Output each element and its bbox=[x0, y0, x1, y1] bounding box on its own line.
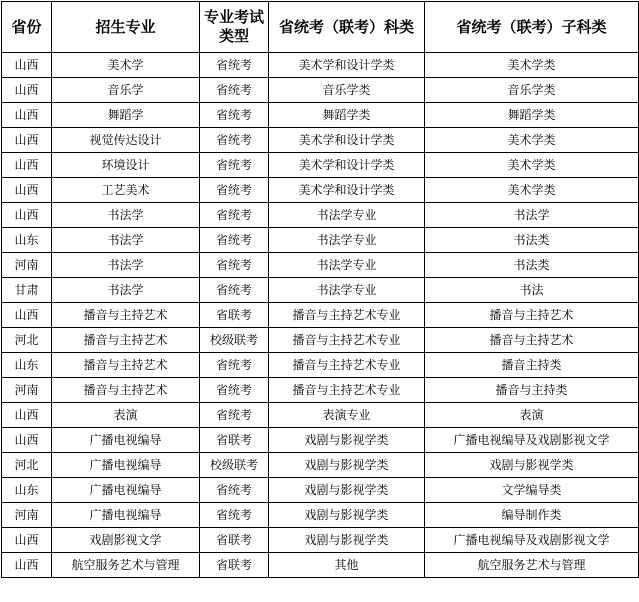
cell-province: 河北 bbox=[2, 453, 52, 478]
cell-major: 播音与主持艺术 bbox=[52, 353, 200, 378]
cell-exam-type: 省联考 bbox=[200, 303, 269, 328]
cell-province: 河南 bbox=[2, 503, 52, 528]
cell-exam-subcategory: 音乐学类 bbox=[425, 78, 639, 103]
cell-major: 美术学 bbox=[52, 53, 200, 78]
cell-exam-category: 其他 bbox=[269, 553, 425, 578]
cell-province: 甘肃 bbox=[2, 278, 52, 303]
cell-major: 舞蹈学 bbox=[52, 103, 200, 128]
table-row bbox=[2, 378, 639, 403]
cell-exam-category: 美术学和设计学类 bbox=[269, 153, 425, 178]
table-row bbox=[2, 103, 639, 128]
cell-exam-type: 省统考 bbox=[200, 228, 269, 253]
cell-major: 书法学 bbox=[52, 253, 200, 278]
cell-exam-subcategory: 美术学类 bbox=[425, 128, 639, 153]
cell-major: 表演 bbox=[52, 403, 200, 428]
cell-province: 山西 bbox=[2, 153, 52, 178]
cell-exam-type: 省统考 bbox=[200, 53, 269, 78]
cell-exam-category: 舞蹈学类 bbox=[269, 103, 425, 128]
cell-exam-category: 戏剧与影视学类 bbox=[269, 503, 425, 528]
cell-province: 山西 bbox=[2, 103, 52, 128]
cell-major: 音乐学 bbox=[52, 78, 200, 103]
table-row bbox=[2, 503, 639, 528]
cell-province: 山东 bbox=[2, 478, 52, 503]
table-row bbox=[2, 353, 639, 378]
cell-exam-subcategory: 编导制作类 bbox=[425, 503, 639, 528]
cell-exam-type: 省联考 bbox=[200, 553, 269, 578]
cell-province: 山西 bbox=[2, 403, 52, 428]
cell-exam-type: 省统考 bbox=[200, 203, 269, 228]
cell-major: 书法学 bbox=[52, 228, 200, 253]
cell-major: 播音与主持艺术 bbox=[52, 303, 200, 328]
cell-province: 山西 bbox=[2, 303, 52, 328]
table-row bbox=[2, 428, 639, 453]
header-exam-category: 省统考（联考）科类 bbox=[269, 2, 425, 53]
header-province: 省份 bbox=[2, 2, 52, 53]
cell-major: 广播电视编导 bbox=[52, 503, 200, 528]
cell-exam-type: 省统考 bbox=[200, 153, 269, 178]
cell-province: 山西 bbox=[2, 178, 52, 203]
cell-major: 工艺美术 bbox=[52, 178, 200, 203]
cell-exam-subcategory: 美术学类 bbox=[425, 153, 639, 178]
cell-exam-subcategory: 美术学类 bbox=[425, 178, 639, 203]
table-row bbox=[2, 78, 639, 103]
cell-major: 书法学 bbox=[52, 203, 200, 228]
cell-exam-type: 省统考 bbox=[200, 253, 269, 278]
table-row bbox=[2, 403, 639, 428]
cell-exam-subcategory: 书法学 bbox=[425, 203, 639, 228]
cell-major: 广播电视编导 bbox=[52, 453, 200, 478]
cell-exam-category: 音乐学类 bbox=[269, 78, 425, 103]
cell-exam-subcategory: 戏剧与影视学类 bbox=[425, 453, 639, 478]
table-row bbox=[2, 53, 639, 78]
cell-exam-subcategory: 广播电视编导及戏剧影视文学 bbox=[425, 428, 639, 453]
cell-province: 山西 bbox=[2, 53, 52, 78]
table-row bbox=[2, 203, 639, 228]
cell-major: 视觉传达设计 bbox=[52, 128, 200, 153]
table-row bbox=[2, 453, 639, 478]
table-row bbox=[2, 228, 639, 253]
table-row bbox=[2, 153, 639, 178]
cell-province: 山西 bbox=[2, 553, 52, 578]
cell-exam-subcategory: 播音与主持艺术 bbox=[425, 303, 639, 328]
cell-exam-subcategory: 表演 bbox=[425, 403, 639, 428]
cell-exam-type: 省统考 bbox=[200, 103, 269, 128]
cell-exam-subcategory: 广播电视编导及戏剧影视文学 bbox=[425, 528, 639, 553]
cell-province: 山西 bbox=[2, 203, 52, 228]
cell-exam-type: 省统考 bbox=[200, 478, 269, 503]
table-row bbox=[2, 253, 639, 278]
cell-province: 山西 bbox=[2, 78, 52, 103]
cell-exam-category: 戏剧与影视学类 bbox=[269, 428, 425, 453]
cell-exam-type: 省统考 bbox=[200, 128, 269, 153]
cell-exam-subcategory: 播音与主持类 bbox=[425, 378, 639, 403]
table-row bbox=[2, 178, 639, 203]
cell-major: 环境设计 bbox=[52, 153, 200, 178]
cell-exam-category: 播音与主持艺术专业 bbox=[269, 353, 425, 378]
cell-major: 播音与主持艺术 bbox=[52, 378, 200, 403]
cell-province: 山西 bbox=[2, 528, 52, 553]
cell-exam-type: 省统考 bbox=[200, 378, 269, 403]
cell-exam-subcategory: 航空服务艺术与管理 bbox=[425, 553, 639, 578]
cell-major: 广播电视编导 bbox=[52, 428, 200, 453]
cell-exam-category: 戏剧与影视学类 bbox=[269, 478, 425, 503]
cell-exam-category: 播音与主持艺术专业 bbox=[269, 303, 425, 328]
cell-province: 河南 bbox=[2, 378, 52, 403]
cell-exam-subcategory: 书法 bbox=[425, 278, 639, 303]
cell-major: 广播电视编导 bbox=[52, 478, 200, 503]
cell-exam-subcategory: 播音与主持艺术 bbox=[425, 328, 639, 353]
cell-exam-subcategory: 文学编导类 bbox=[425, 478, 639, 503]
cell-exam-subcategory: 美术学类 bbox=[425, 53, 639, 78]
cell-exam-subcategory: 书法类 bbox=[425, 253, 639, 278]
cell-exam-category: 书法学专业 bbox=[269, 278, 425, 303]
cell-exam-category: 美术学和设计学类 bbox=[269, 53, 425, 78]
cell-major: 航空服务艺术与管理 bbox=[52, 553, 200, 578]
cell-major: 书法学 bbox=[52, 278, 200, 303]
cell-exam-category: 播音与主持艺术专业 bbox=[269, 328, 425, 353]
cell-province: 山西 bbox=[2, 128, 52, 153]
cell-exam-category: 美术学和设计学类 bbox=[269, 178, 425, 203]
cell-province: 山东 bbox=[2, 353, 52, 378]
table-row bbox=[2, 528, 639, 553]
admissions-table bbox=[1, 1, 639, 578]
table-row bbox=[2, 278, 639, 303]
table-row bbox=[2, 303, 639, 328]
header-row bbox=[2, 2, 639, 53]
cell-exam-category: 书法学专业 bbox=[269, 228, 425, 253]
table-row bbox=[2, 128, 639, 153]
table-row bbox=[2, 478, 639, 503]
cell-exam-category: 美术学和设计学类 bbox=[269, 128, 425, 153]
cell-exam-type: 省统考 bbox=[200, 503, 269, 528]
table-header bbox=[2, 2, 639, 53]
table-body bbox=[2, 53, 639, 578]
header-exam-type: 专业考试类型 bbox=[200, 2, 269, 53]
cell-exam-type: 省统考 bbox=[200, 403, 269, 428]
cell-exam-category: 戏剧与影视学类 bbox=[269, 453, 425, 478]
cell-province: 河南 bbox=[2, 253, 52, 278]
cell-exam-category: 表演专业 bbox=[269, 403, 425, 428]
cell-exam-type: 省统考 bbox=[200, 178, 269, 203]
cell-exam-type: 省统考 bbox=[200, 278, 269, 303]
cell-exam-type: 省联考 bbox=[200, 428, 269, 453]
cell-major: 播音与主持艺术 bbox=[52, 328, 200, 353]
cell-major: 戏剧影视文学 bbox=[52, 528, 200, 553]
cell-province: 山东 bbox=[2, 228, 52, 253]
cell-exam-category: 书法学专业 bbox=[269, 203, 425, 228]
table-row bbox=[2, 553, 639, 578]
cell-exam-subcategory: 书法类 bbox=[425, 228, 639, 253]
cell-exam-type: 省统考 bbox=[200, 353, 269, 378]
cell-exam-type: 校级联考 bbox=[200, 328, 269, 353]
cell-province: 河北 bbox=[2, 328, 52, 353]
cell-exam-type: 省统考 bbox=[200, 78, 269, 103]
cell-exam-type: 省联考 bbox=[200, 528, 269, 553]
cell-exam-category: 书法学专业 bbox=[269, 253, 425, 278]
header-exam-subcategory: 省统考（联考）子科类 bbox=[425, 2, 639, 53]
cell-exam-category: 播音与主持艺术专业 bbox=[269, 378, 425, 403]
cell-exam-subcategory: 舞蹈学类 bbox=[425, 103, 639, 128]
header-major: 招生专业 bbox=[52, 2, 200, 53]
cell-province: 山西 bbox=[2, 428, 52, 453]
cell-exam-category: 戏剧与影视学类 bbox=[269, 528, 425, 553]
cell-exam-subcategory: 播音主持类 bbox=[425, 353, 639, 378]
table-row bbox=[2, 328, 639, 353]
cell-exam-type: 校级联考 bbox=[200, 453, 269, 478]
